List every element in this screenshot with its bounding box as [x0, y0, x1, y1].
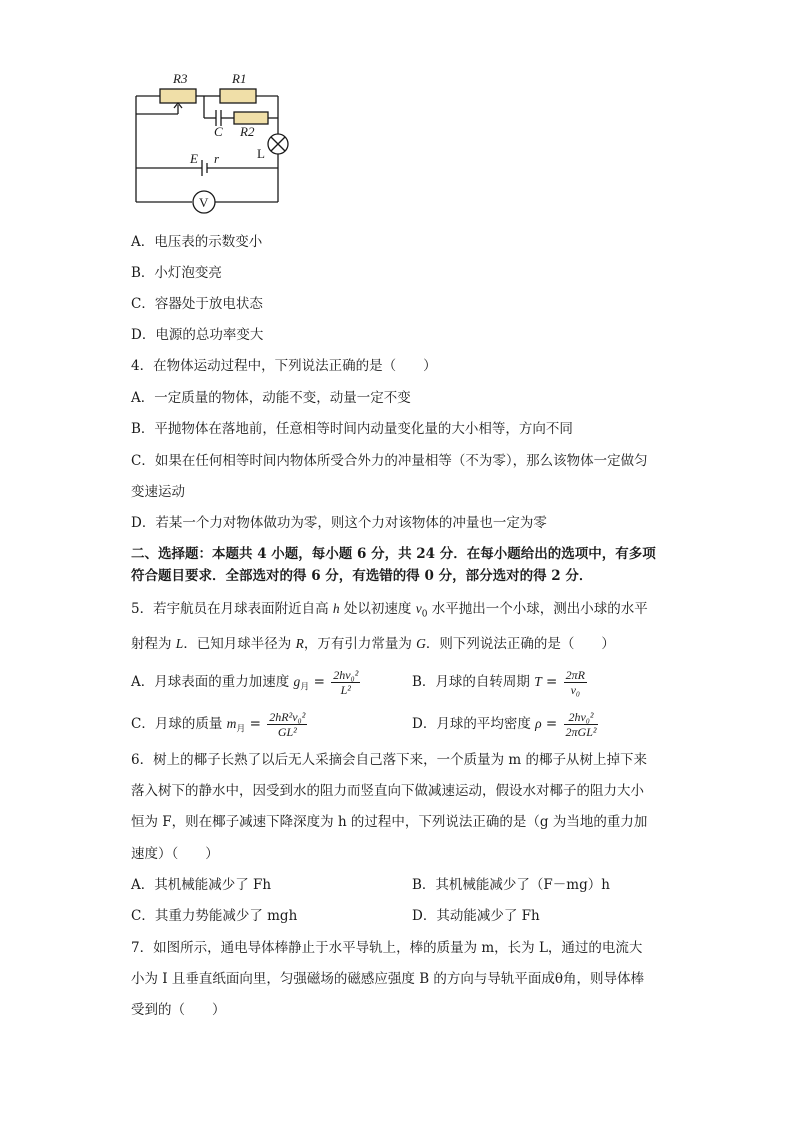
- circuit-diagram: [128, 70, 298, 218]
- label-r3: R3: [173, 71, 188, 86]
- q7-stem-line3: 受到的（ ）: [131, 1002, 226, 1018]
- q6-stem-line1: 6．树上的椰子长熟了以后无人采摘会自己落下来，一个质量为 m 的椰子从树上掉下来: [131, 752, 647, 768]
- q4-option-c-cont: 变速运动: [131, 484, 185, 500]
- q6-stem-line4: 速度）（ ）: [131, 846, 219, 862]
- section2-heading-line2: 符合题目要求．全部选对的得 6 分，有选错的得 0 分，部分选对的得 2 分．: [131, 568, 593, 584]
- q3-option-d: D．电源的总功率变大: [131, 327, 264, 343]
- q7-stem-line2: 小为 I 且垂直纸面向里，匀强磁场的磁感应强度 B 的方向与导轨平面成θ角，则导体棒: [131, 971, 645, 987]
- section2-heading-line1: 二、选择题：本题共 4 小题，每小题 6 分，共 24 分．在每小题给出的选项中，有多项: [131, 546, 656, 562]
- q5-stem-line1: 5．若宇航员在月球表面附近自高 h 处以初速度 $v_0$ 水平抛出一个小球，测出小球的水平: [131, 601, 648, 620]
- q6-option-c: C．其重力势能减少了 mgh: [131, 908, 298, 924]
- q3-option-b: B．小灯泡变亮: [131, 265, 222, 281]
- q5-option-b: B．月球的自转周期 T = $\frac{2\pi R}{\text{v₀}}$: [412, 668, 585, 697]
- q4-option-a: A．一定质量的物体，动能不变，动量一定不变: [131, 390, 411, 406]
- q3-option-a: A．电压表的示数变小: [131, 234, 263, 250]
- q6-stem-line3: 恒为 F，则在椰子减速下降深度为 h 的过程中，下列说法正确的是（g 为当地的重力加: [131, 814, 648, 830]
- q5-option-a: A．月球表面的重力加速度 $g_月$ = $\frac{\text{2hv₀²}}{\text{L²}}$: [131, 668, 359, 697]
- label-r1: R1: [232, 71, 247, 86]
- q7-stem-line1: 7．如图所示，通电导体棒静止于水平导轨上，棒的质量为 m，长为 L，通过的电流大: [131, 940, 643, 956]
- label-c: C: [214, 124, 223, 139]
- q6-stem-line2: 落入树下的静水中，因受到水的阻力而竖直向下做减速运动，假设水对椰子的阻力大小: [131, 783, 644, 799]
- label-l: L: [257, 146, 265, 161]
- label-r: r: [214, 151, 220, 166]
- label-v: V: [199, 195, 209, 210]
- q4-option-d: D．若某一个力对物体做功为零，则这个力对该物体的冲量也一定为零: [131, 515, 547, 531]
- q6-option-a: A．其机械能减少了 Fh: [131, 877, 272, 893]
- q5-option-c: C．月球的质量 $m_月$ = $\frac{\text{2hR²v₀²}}{\text{GL²}}$: [131, 710, 306, 739]
- q4-option-b: B．平抛物体在落地前，任意相等时间内动量变化量的大小相等，方向不同: [131, 421, 573, 437]
- q5-stem-line2: 射程为 L．已知月球半径为 R，万有引力常量为 G．则下列说法正确的是（ ）: [131, 636, 615, 652]
- q3-option-c: C．容器处于放电状态: [131, 296, 263, 312]
- q4-option-c: C．如果在任何相等时间内物体所受合外力的冲量相等（不为零），那么该物体一定做匀: [131, 453, 648, 469]
- q5-option-d: D．月球的平均密度 ρ = $\frac{\text{2hv₀²}}{\text{2πGL²}}$: [412, 710, 597, 739]
- label-e: E: [190, 151, 198, 166]
- q6-option-b: B．其机械能减少了（F－mg）h: [412, 877, 610, 893]
- q6-option-d: D．其动能减少了 Fh: [412, 908, 540, 924]
- q4-stem: 4．在物体运动过程中，下列说法正确的是（ ）: [131, 358, 437, 374]
- label-r2: R2: [240, 124, 255, 139]
